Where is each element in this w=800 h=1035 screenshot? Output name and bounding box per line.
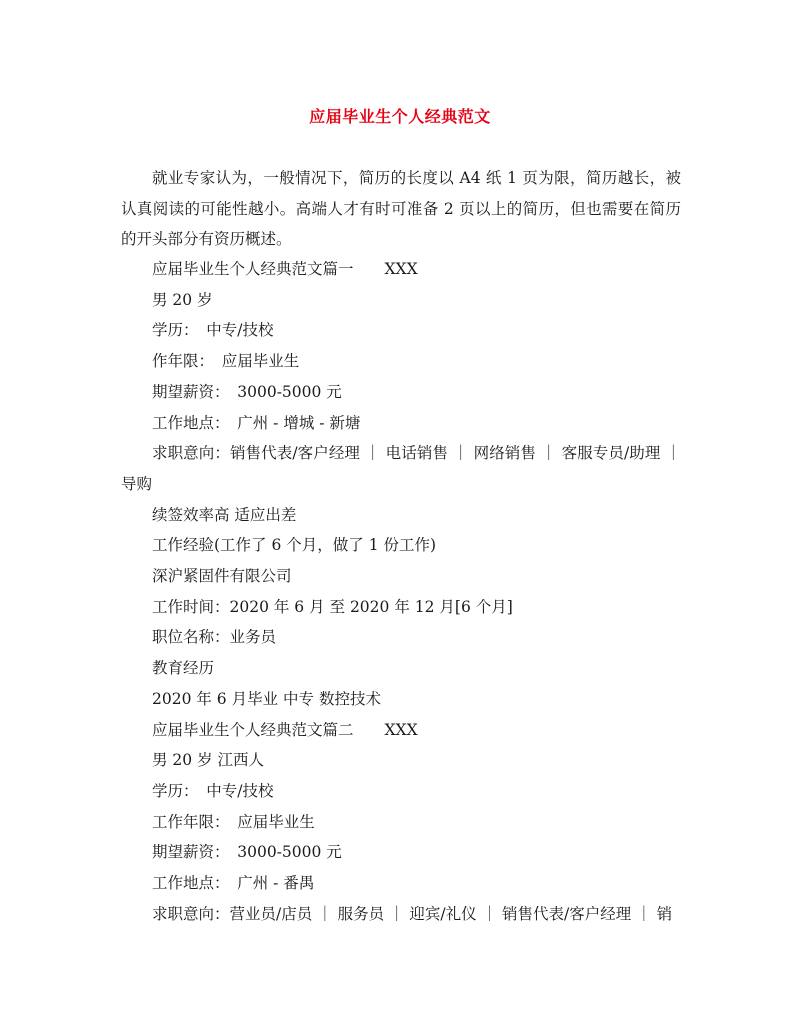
resume-line: 工作地点： 广州 - 番禺 — [152, 874, 315, 893]
resume-line: 作年限： 应届毕业生 — [152, 352, 300, 371]
intro-paragraph: 就业专家认为，一般情况下，简历的长度以 A4 纸 1 页为限，简历越长，被认真阅读的可能性越小。高端人才有时可准备 2 页以上的简历，但也需要在简历的开头部分有资历概述。 — [121, 169, 681, 248]
resume-line: 学历： 中专/技校 — [152, 781, 274, 800]
resume-line: 男 20 岁 — [152, 290, 213, 309]
resume-lines — [121, 254, 681, 929]
resume-line: 教育经历 — [152, 659, 215, 678]
resume-line: 学历： 中专/技校 — [152, 321, 274, 340]
resume-line: 工作时间：2020 年 6 月 至 2020 年 12 月[6 个月] — [152, 597, 513, 616]
resume-line: 求职意向：销售代表/客户经理 ｜ 电话销售 ｜ 网络销售 ｜ 客服专员/助理 ｜ 导购 — [121, 444, 681, 493]
resume-line: 2020 年 6 月毕业 中专 数控技术 — [152, 689, 381, 708]
resume-line: 期望薪资： 3000-5000 元 — [152, 843, 342, 862]
resume-line: 工作地点： 广州 - 增城 - 新塘 — [152, 413, 361, 432]
resume-line: 工作年限： 应届毕业生 — [152, 812, 315, 831]
resume-line: 男 20 岁 江西人 — [152, 751, 265, 770]
resume-line: 深沪紧固件有限公司 — [152, 567, 292, 586]
resume-line: 工作经验(工作了 6 个月，做了 1 份工作) — [152, 536, 437, 555]
resume-line: 续签效率高 适应出差 — [152, 505, 297, 524]
resume-line: 求职意向：营业员/店员 ｜ 服务员 ｜ 迎宾/礼仪 ｜ 销售代表/客户经理 ｜ 销 — [152, 904, 673, 923]
resume-line: 期望薪资： 3000-5000 元 — [152, 382, 342, 401]
resume-line: 职位名称：业务员 — [152, 628, 277, 647]
resume-line: 应届毕业生个人经典范文篇二 XXX — [152, 720, 418, 739]
document-title: 应届毕业生个人经典范文 — [309, 107, 491, 126]
resume-line: 应届毕业生个人经典范文篇一 XXX — [152, 260, 418, 278]
